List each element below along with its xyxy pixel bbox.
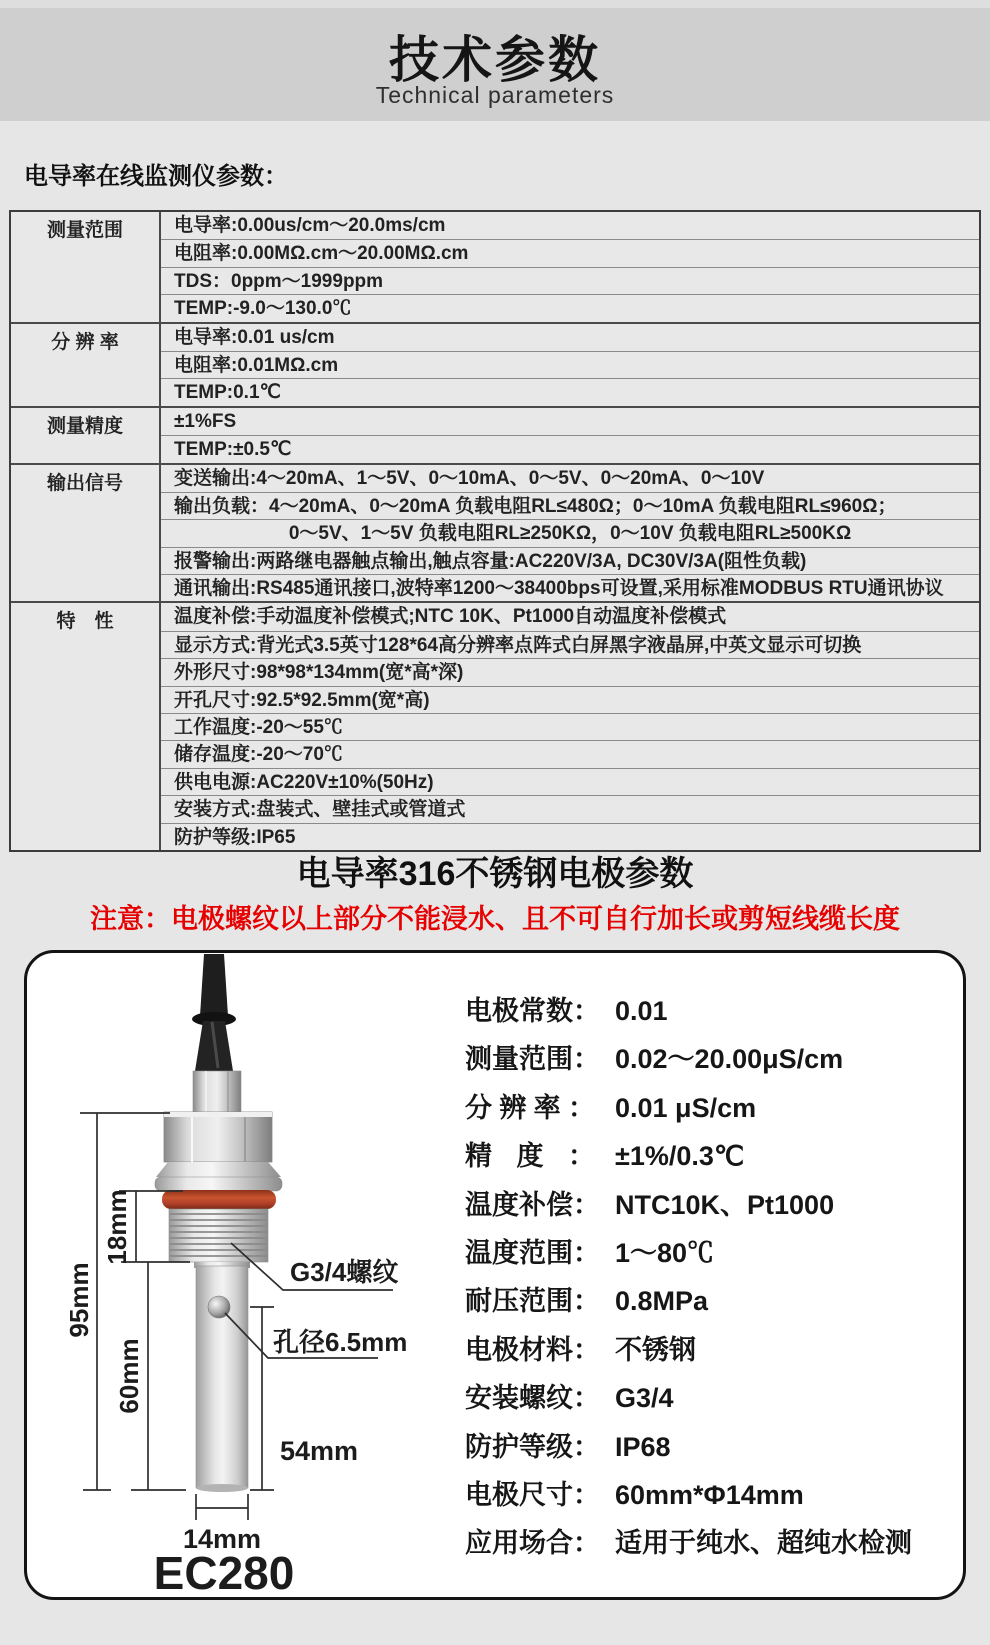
spec-label: 电极材料： [465,1334,600,1365]
spec-row [465,1471,960,1519]
table-row: 输出负载：4～20mA、0～20mA 负载电阻RL≤480Ω；0～10mA 负载电阻RL≤960Ω； [161,492,979,519]
table-row: 工作温度:-20～55℃ [161,713,979,740]
table-row: TEMP:±0.5℃ [161,435,979,462]
table-row: 变送输出:4～20mA、1～5V、0～10mA、0～5V、0～20mA、0～10V [174,467,765,489]
electrode-diagram [24,950,454,1600]
model-label: EC280 [153,1547,295,1599]
spec-label: 测量范围： [465,1044,600,1075]
table-group-output-signal [11,463,979,602]
spec-row [465,1229,960,1277]
dim-60mm-label: 60mm [114,1338,144,1414]
table-group-accuracy [11,406,979,463]
spec-row [465,1326,960,1374]
table-group-label: 输出信号 [11,465,161,602]
spec-value: 0.8MPa [615,1286,709,1317]
table-group-label: 分 辨 率 [11,324,161,406]
page-subtitle: Technical parameters [375,82,615,108]
spec-value: 0.01 μS/cm [615,1092,757,1123]
table-row: 开孔尺寸:92.5*92.5mm(宽*高) [161,686,979,713]
table-group-measure-range [11,212,979,322]
dim-18mm-label: 18mm [102,1189,132,1265]
spec-value: 1～80℃ [615,1237,715,1268]
spec-value: G3/4 [615,1383,674,1414]
table-group-label: 特 性 [11,603,161,850]
spec-label: 耐压范围： [465,1286,600,1317]
meter-spec-table [9,210,981,852]
spec-row [465,1277,960,1325]
table-row: 报警输出:两路继电器触点输出,触点容量:AC220V/3A, DC30V/3A(阻性负载) [161,547,979,574]
thread-spec-label: G3/4螺纹 [290,1257,399,1287]
spec-row [465,1181,960,1229]
table-row: 电导率:0.01 us/cm [174,326,335,348]
table-row: TEMP:0.1℃ [161,378,979,405]
spec-label: 分辨率： [465,1092,595,1123]
table-row: TDS：0ppm～1999ppm [161,267,979,294]
electrode-photo [155,954,282,1492]
table-row: 供电电源:AC220V±10%(50Hz) [161,768,979,795]
spec-row [465,1374,960,1422]
spec-value: IP68 [615,1431,671,1462]
spec-row [465,1084,960,1132]
meter-section-heading: 电导率在线监测仪参数： [24,163,288,190]
table-row: 显示方式:背光式3.5英寸128*64高分辨率点阵式白屏黑字液晶屏,中英文显示可切换 [161,631,979,658]
spec-row [465,1035,960,1083]
spec-value: 60mm*Φ14mm [615,1479,804,1510]
table-row: TEMP:-9.0～130.0℃ [161,294,979,321]
dim-54mm-label: 54mm [280,1436,359,1466]
spec-label: 电极尺寸： [465,1479,600,1510]
table-row: 电阻率:0.01MΩ.cm [161,351,979,378]
spec-label: 安装螺纹： [465,1383,600,1414]
spec-value: ±1%/0.3℃ [615,1141,745,1172]
table-row: 储存温度:-20～70℃ [161,740,979,767]
hole-diameter-label: 孔径6.5mm [273,1327,408,1357]
spec-label: 温度范围： [465,1237,600,1268]
dim-95mm-label: 95mm [64,1262,94,1338]
spec-value: 0.02～20.00μS/cm [615,1044,844,1075]
table-row: 电阻率:0.00MΩ.cm～20.00MΩ.cm [161,239,979,266]
spec-label: 应用场合： [465,1528,600,1559]
spec-label: 精度： [465,1141,595,1172]
spec-label: 电极常数： [465,996,600,1026]
table-group-label: 测量精度 [11,408,161,463]
table-row: 安装方式:盘装式、壁挂式或管道式 [161,795,979,822]
spec-value: 0.01 [615,996,668,1026]
table-row: 电导率:0.00us/cm～20.0ms/cm [174,215,446,236]
electrode-section-heading: 电导率316不锈钢电极参数 [296,855,694,893]
table-row: 通讯输出:RS485通讯接口,波特率1200～38400bps可设置,采用标准MODBUS RTU通讯协议 [161,574,979,601]
table-row: 防护等级:IP65 [161,823,979,850]
table-row: 0～5V、1～5V 负载电阻RL≥250KΩ，0～10V 负载电阻RL≥500KΩ [161,519,979,546]
spec-row [465,1519,960,1567]
spec-value: 不锈钢 [615,1334,696,1365]
o-ring [162,1190,276,1209]
table-row: 温度补偿:手动温度补偿模式;NTC 10K、Pt1000自动温度补偿模式 [174,606,727,628]
spec-label: 防护等级： [465,1431,600,1462]
dim-14mm-label: 14mm [182,1524,262,1554]
table-group-label: 测量范围 [11,212,161,322]
spec-row [465,1423,960,1471]
page-title: 技术参数 [389,32,601,88]
spec-label: 温度补偿： [465,1189,600,1220]
spec-row [465,1132,960,1180]
table-group-resolution [11,322,979,406]
top-strip [0,0,990,8]
spec-value: 适用于纯水、超纯水检测 [615,1528,912,1559]
warning-note: 注意：电极螺纹以上部分不能浸水、且不可自行加长或剪短线缆长度 [90,904,900,934]
table-group-features [11,601,979,850]
spec-row [465,987,960,1035]
table-row: 外形尺寸:98*98*134mm(宽*高*深) [161,658,979,685]
electrode-spec-list [465,987,960,1568]
table-row: ±1%FS [174,410,237,432]
spec-value: NTC10K、Pt1000 [615,1189,835,1220]
